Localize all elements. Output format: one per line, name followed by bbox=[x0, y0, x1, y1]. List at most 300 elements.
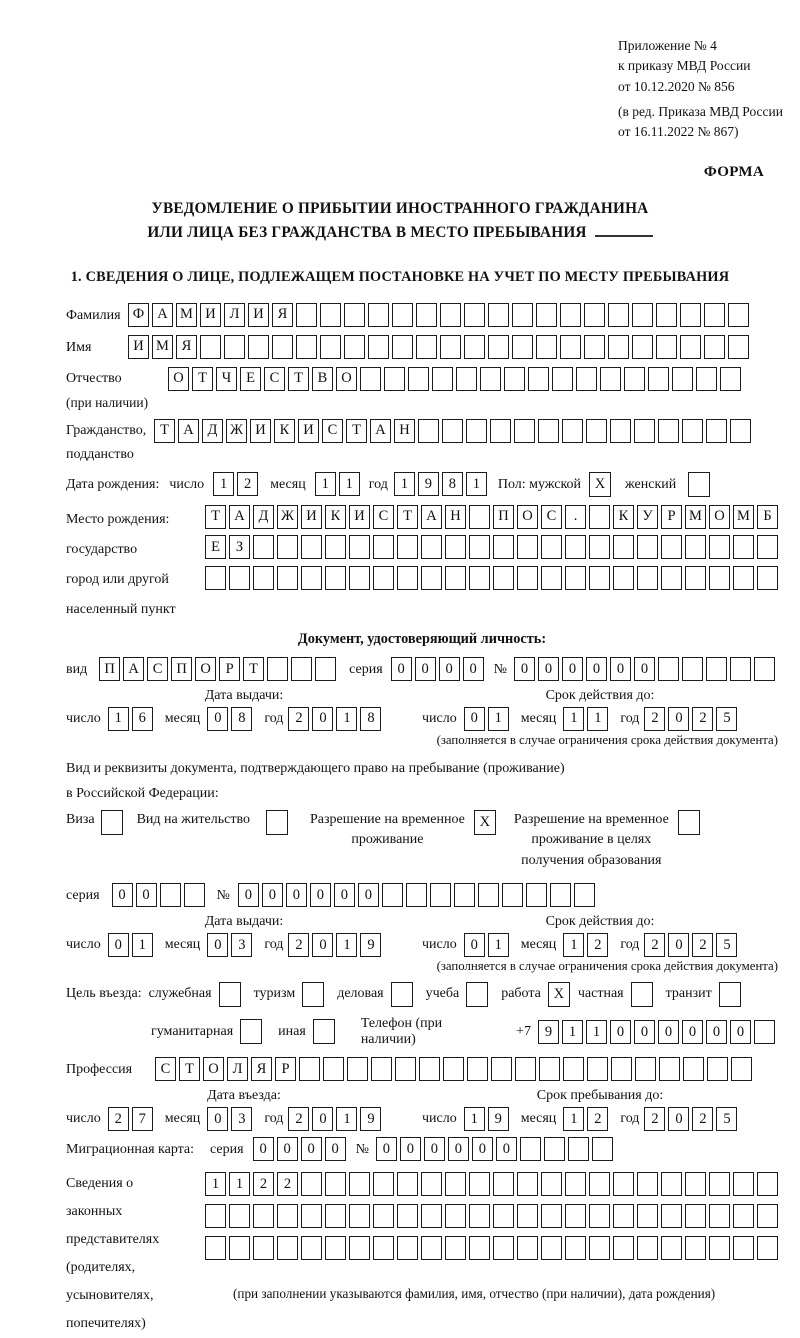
char-cell bbox=[253, 1204, 274, 1228]
char-cell bbox=[291, 657, 312, 681]
char-cell bbox=[469, 1172, 490, 1196]
char-cell bbox=[184, 883, 205, 907]
char-cell bbox=[488, 335, 509, 359]
char-cell bbox=[539, 1057, 560, 1081]
char-cell: 0 bbox=[448, 1137, 469, 1161]
char-cell: Т bbox=[179, 1057, 200, 1081]
expiry-heading: Срок действия до: bbox=[545, 687, 655, 703]
char-cell: 0 bbox=[682, 1020, 703, 1044]
char-cell: 2 bbox=[644, 1107, 665, 1131]
char-cell: 1 bbox=[464, 1107, 485, 1131]
purpose-label: гуманитарная bbox=[151, 1023, 234, 1039]
char-cell bbox=[637, 535, 658, 559]
purpose-other-checkbox bbox=[313, 1019, 335, 1044]
expiry-day-grid bbox=[464, 707, 512, 731]
char-cell bbox=[560, 303, 581, 327]
char-cell: 9 bbox=[488, 1107, 509, 1131]
char-cell bbox=[656, 335, 677, 359]
stay-month-grid bbox=[563, 1107, 611, 1131]
char-cell: А bbox=[370, 419, 391, 443]
char-cell bbox=[757, 1236, 778, 1260]
char-cell: М bbox=[733, 505, 754, 529]
char-cell bbox=[757, 566, 778, 590]
char-cell: 5 bbox=[716, 933, 737, 957]
char-cell: Р bbox=[661, 505, 682, 529]
char-cell bbox=[344, 335, 365, 359]
char-cell bbox=[611, 1057, 632, 1081]
char-cell bbox=[445, 1172, 466, 1196]
char-cell: 0 bbox=[514, 657, 535, 681]
char-cell: Т bbox=[154, 419, 175, 443]
profession-grid bbox=[155, 1057, 755, 1081]
representatives-grid-2 bbox=[205, 1204, 781, 1228]
purpose-business-checkbox bbox=[391, 982, 413, 1007]
char-cell bbox=[469, 1204, 490, 1228]
char-cell bbox=[325, 1236, 346, 1260]
birthplace-grids bbox=[205, 505, 781, 597]
char-cell bbox=[706, 657, 727, 681]
char-cell bbox=[536, 335, 557, 359]
char-cell: И bbox=[128, 335, 149, 359]
char-cell bbox=[754, 657, 775, 681]
char-cell bbox=[624, 367, 645, 391]
purpose-label: деловая bbox=[337, 986, 384, 1002]
char-cell bbox=[502, 883, 523, 907]
birthdate-label: Дата рождения: bbox=[66, 476, 160, 492]
permit-expiry-note: (заполняется в случае ограничения срока действия документа) bbox=[436, 958, 778, 973]
char-cell: 1 bbox=[336, 707, 357, 731]
edu-permit-label: Разрешение на временное проживание в целях получения образования bbox=[513, 812, 669, 868]
char-cell bbox=[730, 657, 751, 681]
char-cell: 2 bbox=[288, 933, 309, 957]
header-note-line: от 10.12.2020 № 856 bbox=[618, 78, 735, 94]
char-cell bbox=[272, 335, 293, 359]
char-cell: Т bbox=[205, 505, 226, 529]
char-cell: 2 bbox=[237, 472, 258, 496]
issue-month-grid bbox=[207, 933, 255, 957]
char-cell: 1 bbox=[587, 707, 608, 731]
char-cell bbox=[466, 419, 487, 443]
char-cell: 0 bbox=[376, 1137, 397, 1161]
char-cell: 0 bbox=[136, 883, 157, 907]
char-cell bbox=[661, 566, 682, 590]
char-cell: 2 bbox=[587, 933, 608, 957]
purpose-label: служебная bbox=[148, 986, 212, 1002]
edu-permit-checkbox bbox=[678, 810, 700, 835]
char-cell: 2 bbox=[692, 1107, 713, 1131]
char-cell: 0 bbox=[391, 657, 412, 681]
char-cell bbox=[608, 335, 629, 359]
char-cell: О bbox=[195, 657, 216, 681]
form-title-line1: УВЕДОМЛЕНИЕ О ПРИБЫТИИ ИНОСТРАННОГО ГРАЖДАНИНА bbox=[151, 200, 649, 218]
char-cell bbox=[160, 883, 181, 907]
char-cell bbox=[709, 1236, 730, 1260]
char-cell bbox=[421, 1172, 442, 1196]
char-cell bbox=[349, 1172, 370, 1196]
char-cell: И bbox=[200, 303, 221, 327]
char-cell bbox=[709, 1204, 730, 1228]
char-cell bbox=[586, 419, 607, 443]
char-cell: М bbox=[152, 335, 173, 359]
section1-heading: 1. СВЕДЕНИЯ О ЛИЦЕ, ПОДЛЕЖАЩЕМ ПОСТАНОВКЕ НА УЧЕТ ПО МЕСТУ ПРЕБЫВАНИЯ bbox=[70, 268, 730, 285]
char-cell bbox=[432, 367, 453, 391]
header-note bbox=[618, 36, 800, 142]
char-cell bbox=[576, 367, 597, 391]
doc-kind-label: вид bbox=[66, 661, 88, 677]
representatives-note: (при заполнении указываются фамилия, имя, отчество (при наличии), дата рождения) bbox=[233, 1285, 716, 1301]
char-cell: 0 bbox=[312, 933, 333, 957]
char-cell: 0 bbox=[112, 883, 133, 907]
char-cell bbox=[589, 1236, 610, 1260]
char-cell: 0 bbox=[562, 657, 583, 681]
entry-month-grid bbox=[207, 1107, 255, 1131]
char-cell: М bbox=[685, 505, 706, 529]
header-note-line: к приказу МВД России bbox=[618, 58, 751, 74]
char-cell bbox=[541, 566, 562, 590]
char-cell bbox=[589, 535, 610, 559]
char-cell bbox=[634, 419, 655, 443]
surname-label: Фамилия bbox=[66, 307, 121, 323]
birthplace-grid-3 bbox=[205, 566, 781, 590]
char-cell: Т bbox=[397, 505, 418, 529]
char-cell: Л bbox=[224, 303, 245, 327]
char-cell: З bbox=[229, 535, 250, 559]
char-cell: У bbox=[637, 505, 658, 529]
char-cell bbox=[373, 535, 394, 559]
day-label: число bbox=[66, 936, 101, 952]
char-cell bbox=[416, 303, 437, 327]
char-cell bbox=[349, 566, 370, 590]
char-cell bbox=[658, 657, 679, 681]
char-cell bbox=[325, 1204, 346, 1228]
char-cell: 3 bbox=[231, 1107, 252, 1131]
char-cell bbox=[541, 535, 562, 559]
issue-month-grid bbox=[207, 707, 255, 731]
char-cell bbox=[248, 335, 269, 359]
purpose-label: иная bbox=[278, 1023, 306, 1039]
char-cell: 2 bbox=[288, 1107, 309, 1131]
char-cell bbox=[493, 1236, 514, 1260]
char-cell: 1 bbox=[132, 933, 153, 957]
year-label: год bbox=[620, 936, 640, 952]
char-cell bbox=[613, 1204, 634, 1228]
char-cell: К bbox=[274, 419, 295, 443]
char-cell: 0 bbox=[400, 1137, 421, 1161]
char-cell: 6 bbox=[132, 707, 153, 731]
char-cell: 8 bbox=[231, 707, 252, 731]
char-cell: С bbox=[373, 505, 394, 529]
char-cell bbox=[685, 1236, 706, 1260]
form-title bbox=[0, 197, 800, 244]
char-cell: И bbox=[248, 303, 269, 327]
char-cell bbox=[253, 535, 274, 559]
purpose-work-checkbox: X bbox=[548, 982, 570, 1007]
char-cell bbox=[730, 419, 751, 443]
representatives-grids bbox=[205, 1172, 781, 1302]
doc-kind-grid bbox=[99, 657, 339, 681]
char-cell bbox=[421, 566, 442, 590]
char-cell: Ж bbox=[226, 419, 247, 443]
visa-label: Виза bbox=[66, 812, 95, 828]
purpose-row1 bbox=[66, 982, 778, 1007]
char-cell bbox=[443, 1057, 464, 1081]
expiry-heading: Срок действия до: bbox=[545, 913, 655, 929]
char-cell: 2 bbox=[692, 707, 713, 731]
char-cell: 0 bbox=[334, 883, 355, 907]
patronymic-row bbox=[66, 367, 778, 416]
char-cell bbox=[704, 335, 725, 359]
char-cell: А bbox=[229, 505, 250, 529]
char-cell: 0 bbox=[439, 657, 460, 681]
char-cell bbox=[397, 566, 418, 590]
title-underline bbox=[595, 223, 653, 237]
char-cell bbox=[229, 1204, 250, 1228]
expiry-month-grid bbox=[563, 707, 611, 731]
forma-label: ФОРМА bbox=[703, 164, 764, 181]
month-label: месяц bbox=[164, 936, 201, 952]
birthplace-grid-2 bbox=[205, 535, 781, 559]
char-cell bbox=[592, 1137, 613, 1161]
migration-number-grid bbox=[376, 1137, 616, 1161]
char-cell: Е bbox=[205, 535, 226, 559]
char-cell: 1 bbox=[488, 933, 509, 957]
migration-card-row bbox=[66, 1137, 778, 1162]
char-cell bbox=[544, 1137, 565, 1161]
firstname-grid bbox=[128, 335, 752, 359]
char-cell bbox=[565, 1204, 586, 1228]
residence-checkbox bbox=[266, 810, 288, 835]
char-cell: 0 bbox=[658, 1020, 679, 1044]
permit-number-label: № bbox=[216, 887, 230, 903]
char-cell bbox=[515, 1057, 536, 1081]
char-cell bbox=[584, 303, 605, 327]
char-cell: 8 bbox=[442, 472, 463, 496]
char-cell bbox=[584, 335, 605, 359]
char-cell bbox=[323, 1057, 344, 1081]
char-cell bbox=[728, 303, 749, 327]
residence-item bbox=[137, 810, 288, 835]
profession-label: Профессия bbox=[66, 1061, 133, 1077]
stay-day-grid bbox=[464, 1107, 512, 1131]
char-cell bbox=[469, 535, 490, 559]
representatives-grid-3 bbox=[205, 1236, 781, 1260]
char-cell: 9 bbox=[360, 933, 381, 957]
char-cell: А bbox=[152, 303, 173, 327]
purpose-tourism-checkbox bbox=[302, 982, 324, 1007]
char-cell: А bbox=[123, 657, 144, 681]
month-label: месяц bbox=[270, 476, 306, 492]
char-cell bbox=[565, 1172, 586, 1196]
char-cell bbox=[421, 1236, 442, 1260]
char-cell bbox=[493, 535, 514, 559]
char-cell: 0 bbox=[277, 1137, 298, 1161]
char-cell bbox=[344, 303, 365, 327]
char-cell: Я bbox=[272, 303, 293, 327]
day-label: число bbox=[66, 710, 101, 726]
char-cell bbox=[709, 566, 730, 590]
identity-issue bbox=[66, 688, 422, 731]
char-cell: 0 bbox=[286, 883, 307, 907]
char-cell: 5 bbox=[716, 707, 737, 731]
char-cell bbox=[541, 1204, 562, 1228]
purpose-humanitarian-checkbox bbox=[240, 1019, 262, 1044]
char-cell: 2 bbox=[587, 1107, 608, 1131]
char-cell: 1 bbox=[108, 707, 129, 731]
birthplace-grid-1 bbox=[205, 505, 781, 529]
month-label: месяц bbox=[520, 710, 557, 726]
char-cell: 8 bbox=[360, 707, 381, 731]
char-cell: 2 bbox=[108, 1107, 129, 1131]
char-cell: 0 bbox=[301, 1137, 322, 1161]
identity-dates bbox=[66, 688, 778, 731]
char-cell: 0 bbox=[634, 1020, 655, 1044]
char-cell: Ч bbox=[216, 367, 237, 391]
char-cell bbox=[733, 535, 754, 559]
char-cell: П bbox=[99, 657, 120, 681]
char-cell bbox=[526, 883, 547, 907]
firstname-row bbox=[66, 335, 778, 360]
char-cell: 0 bbox=[253, 1137, 274, 1161]
char-cell: И bbox=[349, 505, 370, 529]
char-cell: 0 bbox=[472, 1137, 493, 1161]
char-cell: 0 bbox=[668, 1107, 689, 1131]
char-cell bbox=[491, 1057, 512, 1081]
char-cell: 2 bbox=[253, 1172, 274, 1196]
birth-year-grid bbox=[394, 472, 490, 496]
birthplace-block bbox=[66, 505, 778, 625]
char-cell: 0 bbox=[730, 1020, 751, 1044]
month-label: месяц bbox=[164, 710, 201, 726]
char-cell bbox=[568, 1137, 589, 1161]
char-cell bbox=[661, 1172, 682, 1196]
char-cell bbox=[728, 335, 749, 359]
char-cell bbox=[550, 883, 571, 907]
char-cell: Д bbox=[253, 505, 274, 529]
char-cell bbox=[445, 1204, 466, 1228]
char-cell: Ж bbox=[277, 505, 298, 529]
temp-permit-checkbox: X bbox=[474, 810, 496, 835]
entry-day-grid bbox=[108, 1107, 156, 1131]
char-cell: 1 bbox=[488, 707, 509, 731]
day-label: число bbox=[169, 476, 205, 492]
char-cell: 0 bbox=[668, 933, 689, 957]
migration-number-label: № bbox=[355, 1141, 369, 1157]
purpose-lead: Цель въезда: bbox=[66, 986, 142, 1002]
char-cell: 0 bbox=[207, 1107, 228, 1131]
char-cell: П bbox=[493, 505, 514, 529]
char-cell bbox=[574, 883, 595, 907]
char-cell bbox=[683, 1057, 704, 1081]
char-cell bbox=[349, 1204, 370, 1228]
sex-female-checkbox bbox=[688, 472, 710, 497]
birth-day-grid bbox=[213, 472, 261, 496]
char-cell bbox=[277, 1204, 298, 1228]
expiry-month-grid bbox=[563, 933, 611, 957]
representatives-block bbox=[66, 1170, 778, 1338]
migration-card-label: Миграционная карта: bbox=[66, 1141, 195, 1157]
char-cell bbox=[538, 419, 559, 443]
char-cell: Т bbox=[243, 657, 264, 681]
char-cell: 0 bbox=[358, 883, 379, 907]
char-cell: 1 bbox=[586, 1020, 607, 1044]
char-cell bbox=[685, 1172, 706, 1196]
char-cell: 0 bbox=[312, 1107, 333, 1131]
char-cell: 1 bbox=[336, 933, 357, 957]
issue-heading: Дата выдачи: bbox=[204, 687, 284, 703]
char-cell bbox=[373, 566, 394, 590]
char-cell bbox=[520, 1137, 541, 1161]
char-cell: 0 bbox=[207, 933, 228, 957]
char-cell bbox=[277, 535, 298, 559]
char-cell: 0 bbox=[634, 657, 655, 681]
char-cell bbox=[562, 419, 583, 443]
char-cell bbox=[680, 335, 701, 359]
char-cell: 0 bbox=[538, 657, 559, 681]
char-cell bbox=[661, 535, 682, 559]
char-cell: А bbox=[421, 505, 442, 529]
char-cell: 1 bbox=[315, 472, 336, 496]
char-cell: 0 bbox=[706, 1020, 727, 1044]
char-cell bbox=[493, 1204, 514, 1228]
char-cell bbox=[440, 335, 461, 359]
identity-expiry bbox=[422, 688, 778, 731]
char-cell: О bbox=[203, 1057, 224, 1081]
purpose-transit-checkbox bbox=[719, 982, 741, 1007]
char-cell: 1 bbox=[339, 472, 360, 496]
purpose-study-checkbox bbox=[466, 982, 488, 1007]
char-cell: 1 bbox=[213, 472, 234, 496]
char-cell: 9 bbox=[538, 1020, 559, 1044]
stay-year-grid bbox=[644, 1107, 740, 1131]
char-cell bbox=[277, 1236, 298, 1260]
purpose-label: работа bbox=[501, 986, 541, 1002]
char-cell bbox=[296, 303, 317, 327]
char-cell bbox=[512, 303, 533, 327]
char-cell bbox=[637, 566, 658, 590]
char-cell bbox=[658, 419, 679, 443]
char-cell bbox=[696, 367, 717, 391]
permit-expiry bbox=[422, 914, 778, 957]
year-label: год bbox=[620, 1110, 640, 1126]
char-cell bbox=[733, 1236, 754, 1260]
header-note-line: (в ред. Приказа МВД России bbox=[618, 103, 783, 119]
char-cell: 1 bbox=[562, 1020, 583, 1044]
expiry-year-grid bbox=[644, 933, 740, 957]
char-cell bbox=[517, 1204, 538, 1228]
char-cell bbox=[382, 883, 403, 907]
char-cell: 9 bbox=[360, 1107, 381, 1131]
citizenship-label: Гражданство, подданство bbox=[66, 422, 147, 463]
char-cell bbox=[648, 367, 669, 391]
char-cell bbox=[632, 303, 653, 327]
expiry-day-grid bbox=[464, 933, 512, 957]
char-cell bbox=[349, 535, 370, 559]
char-cell bbox=[467, 1057, 488, 1081]
visa-checkbox bbox=[101, 810, 123, 835]
char-cell bbox=[349, 1236, 370, 1260]
char-cell: О bbox=[709, 505, 730, 529]
char-cell: 0 bbox=[415, 657, 436, 681]
char-cell bbox=[493, 1172, 514, 1196]
char-cell: О bbox=[336, 367, 357, 391]
purpose-row2 bbox=[151, 1016, 778, 1048]
char-cell bbox=[685, 535, 706, 559]
issue-year-grid bbox=[288, 707, 384, 731]
char-cell bbox=[656, 303, 677, 327]
char-cell bbox=[661, 1236, 682, 1260]
identity-doc-heading: Документ, удостоверяющий личность: bbox=[297, 630, 547, 647]
doc-number-grid bbox=[514, 657, 778, 681]
